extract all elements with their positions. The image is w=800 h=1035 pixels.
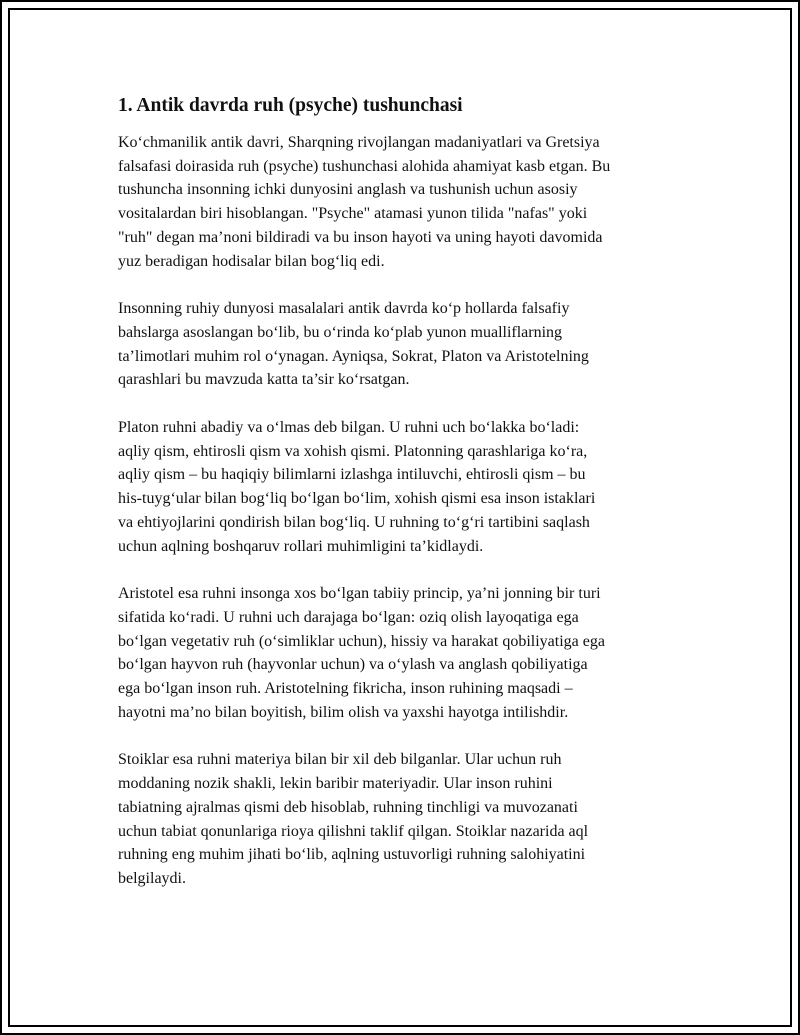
paragraph-plato: Platon ruhni abadiy va o‘lmas deb bilgan. U ruhni uch bo‘lakka bo‘ladi: aqliy qism, ehtirosli qism va xohish qismi. Platonning qarashlariga ko‘ra, aqliy qism – bu haqiqiy bilimlarni izlashga intiluvchi, ehtirosli qism – bu his-tuyg‘ular bilan bog‘liq bo‘lgan bo‘lim, xohish qismi esa inson istaklari va ehtiyojlarini qondirish bilan bog‘liq. U ruhning to‘g‘ri tartibini saqlash uchun aqlning boshqaruv rollari muhimligini ta’kidlaydi. bbox=[118, 419, 596, 555]
paragraph-stoics: Stoiklar esa ruhni materiya bilan bir xil deb bilganlar. Ular uchun ruh moddaning nozik shakli, lekin baribir materiyadir. Ular inson ruhini tabiatning ajralmas qismi deb hisoblab, ruhning tinchligi va muvozanati uchun tabiat qonunlariga rioya qilishni taklif qilgan. Stoiklar nazarida aql ruhning eng muhim jihati bo‘lib, aqlning ustuvorligi ruhning salohiyatini belgilaydi. bbox=[118, 751, 589, 887]
paragraph-intro: Ko‘chmanilik antik davri, Sharqning rivojlangan madaniyatlari va Gretsiya falsafasi doirasida ruh (psyche) tushunchasi alohida ahamiyat kasb etgan. Bu tushuncha insonning ichki dunyosini anglash va tushunish uchun asosiy vositalardan biri hisoblangan. "Psyche" atamasi yunon tilida "nafas" yoki "ruh" degan ma’noni bildiradi va bu inson hayoti va uning hayoti davomida yuz beradigan hodisalar bilan bog‘liq edi. bbox=[118, 134, 611, 270]
paragraph-aristotle: Aristotel esa ruhni insonga xos bo‘lgan tabiiy princip, ya’ni jonning bir turi sifatida ko‘radi. U ruhni uch darajaga bo‘lgan: oziq olish layoqatiga ega bo‘lgan vegetativ ruh (o‘simliklar uchun), hissiy va harakat qobiliyatiga ega bo‘lgan hayvon ruh (hayvonlar uchun) va o‘ylash va anglash qobiliyatiga ega bo‘lgan inson ruh. Aristotelning fikricha, inson ruhining maqsadi – hayotni ma’no bilan boyitish, bilim olish va yaxshi hayotga intilishdir. bbox=[118, 585, 605, 721]
section-heading: 1. Antik davrda ruh (psyche) tushunchasi bbox=[118, 95, 463, 116]
paragraph-philosophical-debates: Insonning ruhiy dunyosi masalalari antik davrda ko‘p hollarda falsafiy bahslarga asoslangan bo‘lib, bu o‘rinda ko‘plab yunon mualliflarning ta’limotlari muhim rol o‘ynagan. Ayniqsa, Sokrat, Platon va Aristotelning qarashlari bu mavzuda katta ta’sir ko‘rsatgan. bbox=[118, 300, 589, 389]
document-body bbox=[118, 93, 698, 915]
